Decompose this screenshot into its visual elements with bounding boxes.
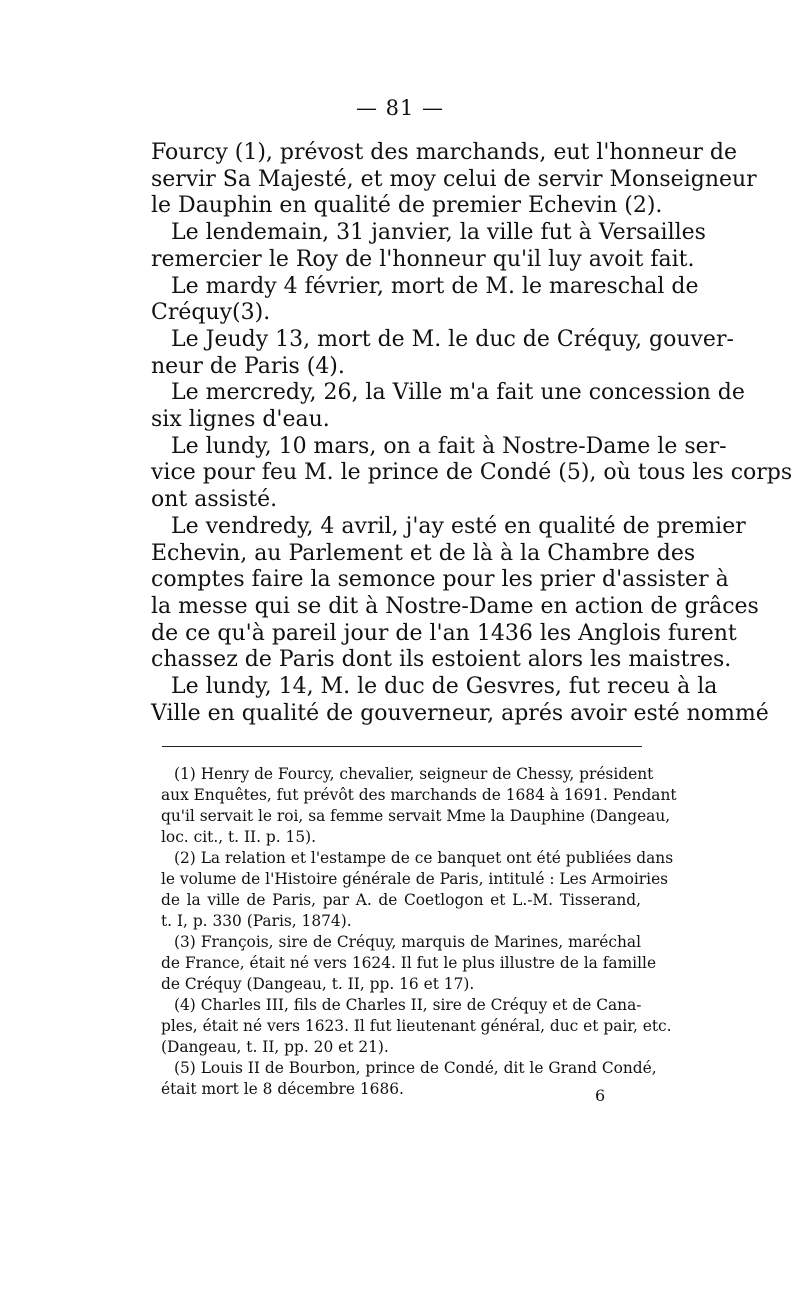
- footnote-line: de France, était né vers 1624. Il fut le plus illustre de la famille: [161, 954, 657, 972]
- text-line: Créquy(3).: [151, 300, 271, 326]
- footnote-line: (3) François, sire de Créquy, marquis de Marines, maréchal: [174, 933, 641, 951]
- footnote-line: t. I, p. 330 (Paris, 1874).: [161, 912, 352, 930]
- text-line: chassez de Paris dont ils estoient alors les maistres.: [151, 647, 732, 673]
- footnote-line: le volume de l'Histoire générale de Paris, intitulé : Les Armoiries: [161, 870, 669, 888]
- footnote-line: (4) Charles III, fils de Charles II, sire de Créquy et de Cana-: [174, 996, 642, 1014]
- footnote-line: était mort le 8 décembre 1686.: [161, 1080, 404, 1098]
- text-line: Le lundy, 14, M. le duc de Gesvres, fut receu à la: [171, 674, 718, 700]
- signature-mark: 6: [595, 1086, 606, 1105]
- text-line: ont assisté.: [151, 487, 278, 513]
- text-line: Le lundy, 10 mars, on a fait à Nostre-Dame le ser-: [171, 433, 727, 459]
- footnote-line: loc. cit., t. II. p. 15).: [161, 828, 317, 846]
- text-line: de ce qu'à pareil jour de l'an 1436 les Anglois furent: [151, 620, 737, 646]
- text-line: servir Sa Majesté, et moy celui de servir Monseigneur: [151, 166, 757, 192]
- footnote-line: de la ville de Paris, par A. de Coetlogon et L.-M. Tisserand,: [161, 891, 641, 909]
- text-line: six lignes d'eau.: [151, 407, 330, 433]
- page-number: — 81 —: [355, 96, 445, 120]
- text-line: Le lendemain, 31 janvier, la ville fut à Versailles: [171, 220, 706, 246]
- footnote-line: (5) Louis II de Bourbon, prince de Condé, dit le Grand Condé,: [174, 1059, 657, 1077]
- footnote-line: (2) La relation et l'estampe de ce banquet ont été publiées dans: [174, 849, 674, 867]
- text-line: le Dauphin en qualité de premier Echevin (2).: [151, 193, 663, 219]
- text-line: neur de Paris (4).: [151, 353, 345, 379]
- text-line: Le mardy 4 février, mort de M. le mareschal de: [171, 273, 699, 299]
- footnote-line: qu'il servait le roi, sa femme servait Mme la Dauphine (Dangeau,: [161, 807, 671, 825]
- text-line: Ville en qualité de gouverneur, aprés avoir esté nommé: [151, 700, 769, 726]
- text-line: vice pour feu M. le prince de Condé (5), où tous les corps: [151, 460, 793, 486]
- footnote-separator: [162, 746, 642, 747]
- footnote-line: (1) Henry de Fourcy, chevalier, seigneur de Chessy, président: [174, 765, 654, 783]
- text-line: comptes faire la semonce pour les prier d'assister à: [151, 567, 729, 593]
- text-line: Fourcy (1), prévost des marchands, eut l'honneur de: [151, 140, 737, 165]
- footnote-line: (Dangeau, t. II, pp. 20 et 21).: [161, 1038, 389, 1056]
- text-line: remercier le Roy de l'honneur qu'il luy avoit fait.: [151, 246, 695, 272]
- footnote-line: aux Enquêtes, fut prévôt des marchands de 1684 à 1691. Pendant: [161, 786, 677, 804]
- text-line: Le vendredy, 4 avril, j'ay esté en qualité de premier: [171, 513, 746, 539]
- body-text: [151, 140, 793, 727]
- text-line: Le Jeudy 13, mort de M. le duc de Créquy, gouver-: [171, 326, 734, 352]
- text-line: la messe qui se dit à Nostre-Dame en action de grâces: [151, 593, 759, 619]
- footnotes: [161, 764, 677, 1100]
- text-line: Echevin, au Parlement et de là à la Chambre des: [151, 540, 696, 566]
- footnote-line: ples, était né vers 1623. Il fut lieutenant général, duc et pair, etc.: [161, 1017, 672, 1035]
- text-line: Le mercredy, 26, la Ville m'a fait une concession de: [171, 380, 745, 406]
- footnote-line: de Créquy (Dangeau, t. II, pp. 16 et 17).: [161, 975, 475, 993]
